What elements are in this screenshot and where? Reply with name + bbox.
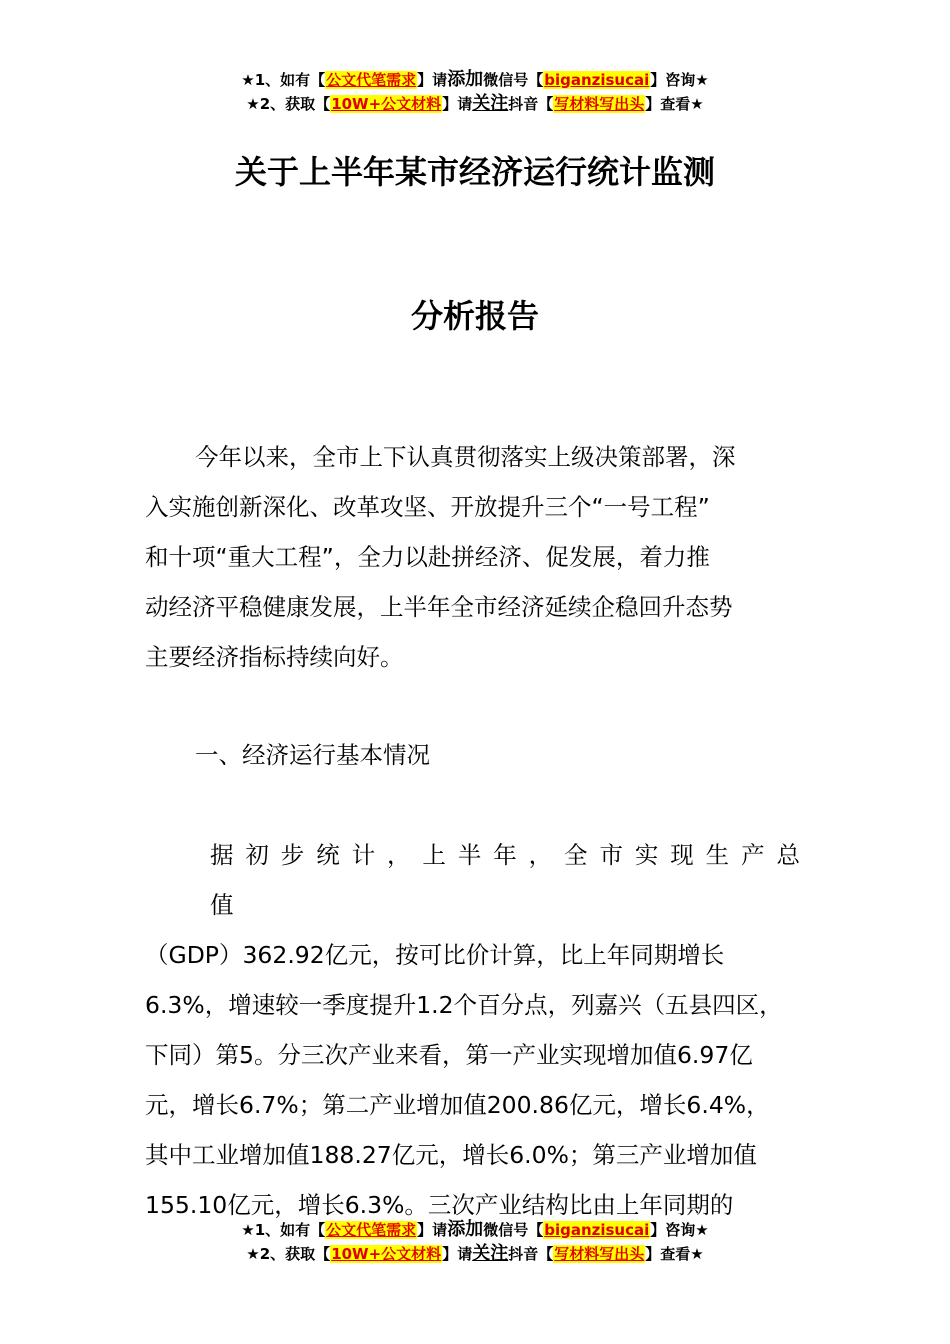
banner-emphasis: 关注 xyxy=(472,93,509,114)
banner-text: ★1、如有【 xyxy=(241,71,326,89)
paragraph-line: 6.3%，增速较一季度提升1.2个百分点，列嘉兴（五县四区， xyxy=(145,991,783,1019)
paragraph-line: 元，增长6.7%；第二产业增加值200.86亿元，增长6.4%， xyxy=(145,1091,770,1119)
banner-text: 抖音【 xyxy=(508,95,554,113)
banner-text: 】咨询★ xyxy=(650,1221,709,1239)
header-banner xyxy=(0,68,950,116)
banner-text: ★2、获取【 xyxy=(246,1245,331,1263)
banner-emphasis: 添加 xyxy=(447,1219,484,1240)
banner-text: 微信号【 xyxy=(483,71,544,89)
gdp-paragraph xyxy=(145,830,810,1230)
banner-line-1 xyxy=(0,68,950,92)
paragraph-line: 今年以来，全市上下认真贯彻落实上级决策部署，深 xyxy=(195,443,736,471)
paragraph-line: 主要经济指标持续向好。 xyxy=(145,643,404,671)
banner-text: 】请 xyxy=(417,71,448,89)
banner-text: ★2、获取【 xyxy=(246,95,331,113)
banner-line-2 xyxy=(0,1242,950,1266)
footer-banner xyxy=(0,1218,950,1266)
paragraph-line: 和十项“重大工程”，全力以赴拼经济、促发展，着力推 xyxy=(145,543,710,571)
paragraph-line: 入实施创新深化、改革攻坚、开放提升三个“一号工程” xyxy=(145,493,710,521)
document-title-line-1: 关于上半年某市经济运行统计监测 xyxy=(234,153,715,191)
banner-text: 】查看★ xyxy=(645,1245,704,1263)
banner-text: 微信号【 xyxy=(483,1221,544,1239)
banner-text: 】咨询★ xyxy=(650,71,709,89)
paragraph-line: 155.10亿元，增长6.3%。三次产业结构比由上年同期的 xyxy=(145,1191,734,1219)
highlight-douyin: 写材料写出头 xyxy=(554,95,645,113)
document-title-line-2: 分析报告 xyxy=(410,297,539,335)
paragraph-line: 据初步统计，上半年，全市实现生产总值 xyxy=(210,841,810,919)
banner-text: ★1、如有【 xyxy=(241,1221,326,1239)
highlight-materials: 10W+公文材料 xyxy=(331,95,442,113)
paragraph-line: （GDP）362.92亿元，按可比价计算，比上年同期增长 xyxy=(145,941,725,969)
highlight-douyin: 写材料写出头 xyxy=(554,1245,645,1263)
paragraph-line: 其中工业增加值188.27亿元，增长6.0%；第三产业增加值 xyxy=(145,1141,757,1169)
banner-emphasis: 关注 xyxy=(472,1243,509,1264)
highlight-wechat-id: biganzisucai xyxy=(544,1221,650,1239)
section-heading: 一、经济运行基本情况 xyxy=(195,741,430,769)
banner-text: 】请 xyxy=(417,1221,448,1239)
banner-line-2 xyxy=(0,92,950,116)
banner-text: 】查看★ xyxy=(645,95,704,113)
banner-line-1 xyxy=(0,1218,950,1242)
highlight-service: 公文代笔需求 xyxy=(326,71,417,89)
intro-paragraph xyxy=(145,432,810,682)
highlight-service: 公文代笔需求 xyxy=(326,1221,417,1239)
banner-text: 】请 xyxy=(442,1245,473,1263)
banner-emphasis: 添加 xyxy=(447,69,484,90)
banner-text: 】请 xyxy=(442,95,473,113)
highlight-wechat-id: biganzisucai xyxy=(544,71,650,89)
highlight-materials: 10W+公文材料 xyxy=(331,1245,442,1263)
banner-text: 抖音【 xyxy=(508,1245,554,1263)
paragraph-line: 下同）第5。分三次产业来看，第一产业实现增加值6.97亿 xyxy=(145,1041,753,1069)
paragraph-line: 动经济平稳健康发展，上半年全市经济延续企稳回升态势 xyxy=(145,593,733,621)
